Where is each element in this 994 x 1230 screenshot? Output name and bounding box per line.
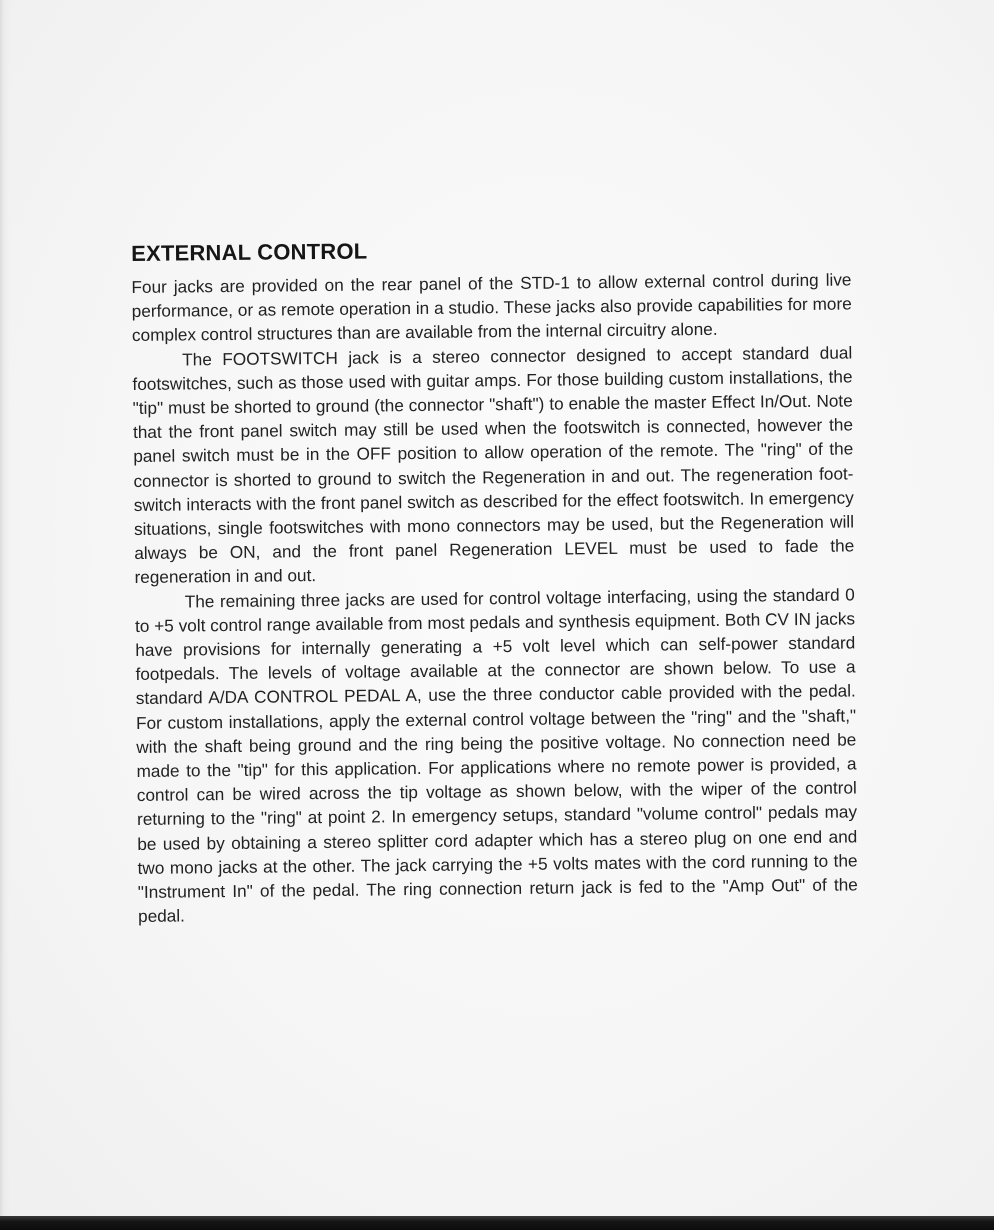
paragraph-footswitch: The FOOTSWITCH jack is a stereo connector designed to accept standard dual footswitches, such as those used with guitar amps. For those building custom installations, the "tip" must be shorted to ground (the connector "shaft") to enable the master Effect In/Out. Note that the front panel switch may still be used when the footswitch is connected, however the panel switch must be in the OFF position to allow operation of the remote. The "ring" of the connector is shorted to ground to switch the Regeneration in and out. The regeneration foot-switch interacts with the front panel switch as described for the effect footswitch. In emergency situations, single footswitches with mono connectors may be used, but the Regeneration will always be ON, and the front panel Regeneration LEVEL must be used to fade the regeneration in and out. <box>132 342 855 588</box>
scanner-bottom-edge <box>0 1216 994 1230</box>
document-body <box>131 233 858 928</box>
section-heading: EXTERNAL CONTROL <box>131 238 368 266</box>
paragraph-intro: Four jacks are provided on the rear panel of the STD-1 to allow external control during live performance, or as remote operation in a studio. These jacks also provide capabilities for more complex control structures than are available from the internal circuitry alone. <box>131 269 852 346</box>
page-binding-edge <box>0 0 10 1216</box>
paragraph-control-voltage: The remaining three jacks are used for control voltage interfacing, using the standard 0 to +5 volt control range available from most pedals and synthesis equipment. Both CV IN jacks have provisions for internally generating a +5 volt level which can self-power standard footpedals. The levels of voltage available at the connector are shown below. To use a standard A/DA CONTROL PEDAL A, use the three conductor cable provided with the pedal. For custom installations, apply the external control voltage between the "ring" and the "shaft," with the shaft being ground and the ring being the positive voltage. No connection need be made to the "tip" for this application. For applications where no remote power is provided, a control can be wired across the tip voltage as shown below, with the wiper of the control returning to the "ring" at point 2. In emergency setups, standard "volume control" pedals may be used by obtaining a stereo splitter cord adapter which has a stereo plug on one end and two mono jacks at the other. The jack carrying the +5 volts mates with the cord running to the "Instrument In" of the pedal. The ring connection return jack is fed to the "Amp Out" of the pedal. <box>134 584 858 927</box>
